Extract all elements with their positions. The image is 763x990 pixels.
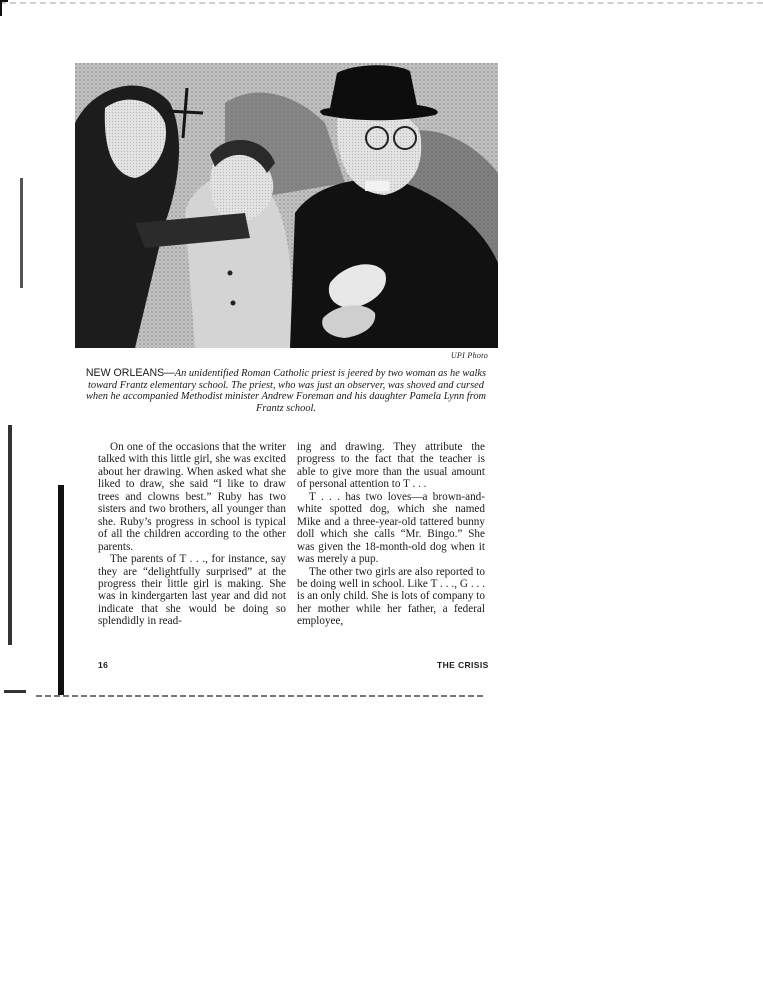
- article-paragraph: The other two girls are also reported to be doing well in school. Like T . . ., G . . . is an only child. She is lots of company to her mother while her father, a federal employee,: [297, 565, 485, 628]
- caption-text: An unidentified Roman Catholic priest is jeered by two woman as he walks toward Frantz elementary school. The priest, who was just an observer, was shoved and cursed when he accompanied Methodist minister Andrew Foreman and his daughter Pamela Lynn from Frantz school.: [85, 368, 487, 414]
- article-column-right: [297, 441, 485, 628]
- article-paragraph: T . . . has two loves—a brown-and-white spotted dog, which she named Mike and a three-year-old tattered bunny doll which she calls “Mr. Bingo.” She was given the 18-month-old dog when it was merely a pup.: [297, 490, 485, 566]
- article-paragraph: ing and drawing. They attribute the progress to the fact that the teacher is able to give more than the usual amount of personal attention to T . . .: [297, 441, 485, 491]
- photo-caption: [84, 368, 488, 414]
- scan-mark: [4, 690, 26, 693]
- photo-credit: UPI Photo: [450, 351, 488, 360]
- scan-corner-mark: [0, 0, 8, 16]
- magazine-name: THE CRISIS: [437, 660, 489, 670]
- scan-mark: [20, 178, 23, 288]
- news-photo: [75, 63, 498, 348]
- page-bottom-edge: [36, 695, 486, 697]
- page-bleed-edge: [58, 485, 64, 695]
- article-column-left: [98, 441, 286, 628]
- scan-edge-top: [0, 2, 763, 4]
- caption-dateline: NEW ORLEANS—: [85, 367, 175, 379]
- page-number: 16: [98, 660, 109, 670]
- article-paragraph: On one of the occasions that the writer talked with this little girl, she was excited about her drawing. When asked what she liked to draw, she said “I like to draw trees and clowns best.” Ruby has two sisters and two brothers, all younger than she. Ruby’s progress in school is typical of all the children according to the other parents.: [98, 441, 286, 553]
- article-paragraph: The parents of T . . ., for instance, say they are “delightfully surprised” at the progress their little girl is making. She was in kindergarten last year and did not indicate that she would be doing so splendidly in read-: [98, 553, 286, 628]
- photo-illustration: [75, 63, 498, 348]
- scan-mark: [8, 425, 12, 645]
